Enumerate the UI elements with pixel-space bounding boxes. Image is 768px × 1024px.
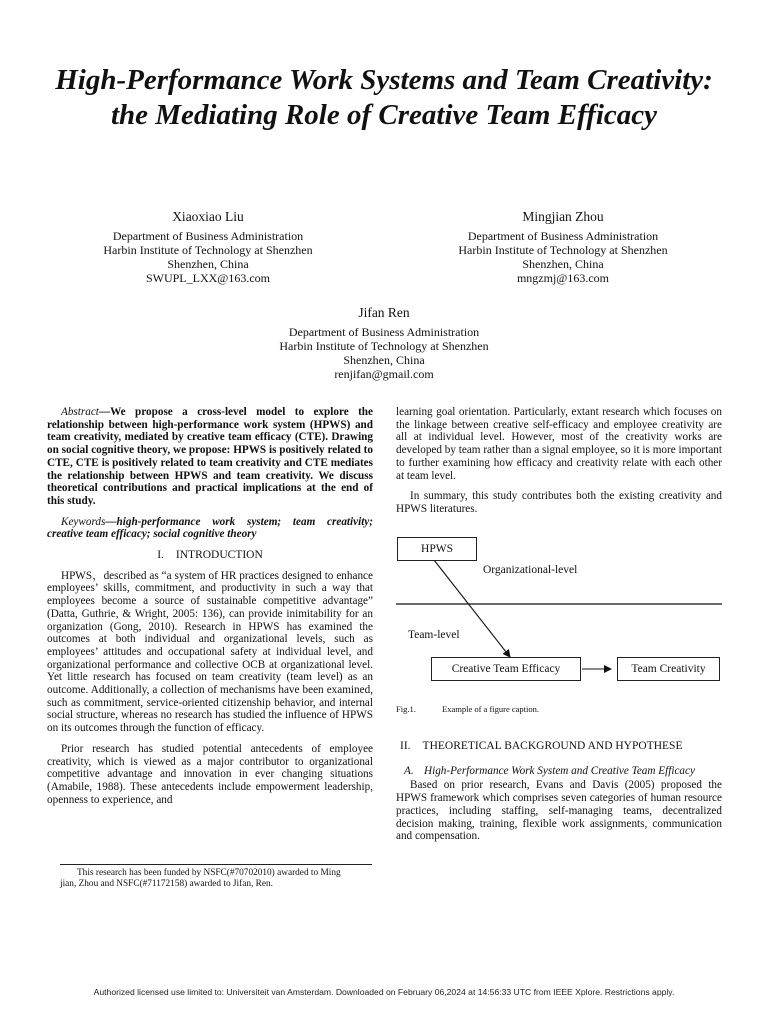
author-block-3 bbox=[234, 305, 534, 381]
author-name: Jifan Ren bbox=[358, 305, 410, 320]
author-city: Shenzhen, China bbox=[522, 257, 604, 271]
author-department: Department of Business Administration bbox=[288, 325, 480, 339]
author-institution: Harbin Institute of Technology at Shenzhen bbox=[458, 243, 668, 257]
section-title: THEORETICAL BACKGROUND AND HYPOTHESE bbox=[422, 740, 683, 752]
keywords-lead: Keywords bbox=[61, 515, 106, 528]
figure-caption-text: Example of a figure caption. bbox=[442, 704, 540, 714]
box-hpws: HPWS bbox=[397, 537, 477, 561]
author-email: mngzmj@163.com bbox=[516, 271, 610, 285]
author-block-2 bbox=[419, 209, 707, 285]
keywords-text: —high-performance work system; team creativity; creative team efficacy; social cognitive theory bbox=[47, 515, 373, 541]
abstract-text: —We propose a cross-level model to explore the relationship between high-performance work system (HPWS) and team creativity, mediated by creative team efficacy (CTE). Drawing on social cognitive theory, we propose: HPWS is positively related to CTE, CTE is positively related to team creativity and CTE mediates the relationship between HPWS and team creativity. We discuss theoretical contributions and practical implications at the end of this study. bbox=[47, 406, 373, 507]
author-email: renjifan@gmail.com bbox=[334, 367, 434, 381]
footnote-divider bbox=[60, 864, 372, 865]
section-title: INTRODUCTION bbox=[175, 549, 263, 562]
abstract-lead: Abstract bbox=[61, 406, 99, 418]
section-heading-introduction bbox=[47, 549, 373, 562]
section-number: II. bbox=[400, 740, 411, 752]
box-team-creativity: Team Creativity bbox=[617, 657, 720, 681]
author-email: SWUPL_LXX@163.com bbox=[145, 271, 271, 285]
authorized-use-notice: Authorized licensed use limited to: Universiteit van Amsterdam. Downloaded on February 06,2024 at 14:56:33 UTC from IEEE Xplore. Restrictions apply. bbox=[93, 987, 675, 997]
author-city: Shenzhen, China bbox=[343, 353, 425, 367]
author-institution: Harbin Institute of Technology at Shenzhen bbox=[103, 243, 313, 257]
author-city: Shenzhen, China bbox=[167, 257, 249, 271]
subsection-title: High-Performance Work System and Creative Team Efficacy bbox=[424, 764, 695, 777]
label-team-level: Team-level bbox=[408, 629, 460, 641]
intro-paragraph-2: Prior research has studied potential antecedents of employee creativity, which is viewed as a major contributor to organizational competitive advantage and innovation in ever changing situations (Amabile, 1988). These antecedents include empowerment leadership, openness to experience, and bbox=[47, 742, 373, 806]
subsection-number: A. bbox=[404, 764, 414, 777]
author-department: Department of Business Administration bbox=[467, 229, 659, 243]
intro-paragraph-1: HPWS，described as “a system of HR practices designed to enhance employees’ skills, commitment, and productivity in such a way that employees become a source of sustainable competitive advantage” (Datta, Guthrie, & Wright, 2005: 136), can provide inimitability for an organization (Gong, 2010). Research in HPWS has examined the outcomes at both individual and organizational levels, such as employees’ attitudes and occupational safety at individual level, and organizational performance and collective OCB at organizational level. Yet little research has focused on team creativity (team level) as an outcome. Additionally, a collection of mechanisms have been examined, such as commitment, service-oriented citizenship behavior, and internal social structure, whereas no research has studied the influence of HPWS on its outcomes through the function of efficacy. bbox=[47, 569, 373, 735]
subsection-heading bbox=[396, 765, 722, 778]
author-department: Department of Business Administration bbox=[112, 229, 304, 243]
author-name: Xiaoxiao Liu bbox=[172, 209, 244, 224]
footnote-line-1: This research has been funded by NSFC(#70702010) awarded to Ming bbox=[77, 868, 341, 878]
right-column bbox=[396, 406, 722, 524]
summary-paragraph: In summary, this study contributes both the existing creativity and HPWS literatures. bbox=[396, 490, 722, 515]
continued-paragraph: learning goal orientation. Particularly, extant research which focuses on the linkage between creative self-efficacy and employee creativity are all at individual level. However, most of the creativity works are developed by team rather than a signal employee, so it is more important to further examining how efficacy and creativity relate with each other at team level. bbox=[396, 406, 722, 482]
figure-1-diagram bbox=[396, 535, 728, 705]
section-2 bbox=[396, 736, 722, 843]
abstract bbox=[47, 406, 373, 508]
section-heading-theoretical bbox=[396, 740, 722, 753]
footnote-line-2: jian, Zhou and NSFC(#71172158) awarded to Jifan, Ren. bbox=[60, 879, 273, 889]
author-name: Mingjian Zhou bbox=[522, 209, 604, 224]
figure-caption bbox=[396, 704, 539, 714]
figure-number: Fig.1. bbox=[396, 704, 416, 714]
author-institution: Harbin Institute of Technology at Shenzhen bbox=[279, 339, 489, 353]
label-organizational-level: Organizational-level bbox=[483, 564, 578, 576]
section-number: I. bbox=[157, 549, 164, 562]
box-creative-team-efficacy: Creative Team Efficacy bbox=[431, 657, 581, 681]
author-block-1 bbox=[64, 209, 352, 285]
funding-footnote bbox=[60, 868, 380, 890]
section-2-paragraph: Based on prior research, Evans and Davis (2005) proposed the HPWS framework which comprises seven categories of human resource practices, including staffing, self-managing teams, decentralized decision making, training, flexible work assignments, communication and compensation. bbox=[396, 779, 722, 843]
paper-title: High-Performance Work Systems and Team Creativity: the Mediating Role of Creative Team Efficacy bbox=[55, 64, 713, 131]
keywords bbox=[47, 516, 373, 541]
left-column bbox=[47, 406, 373, 814]
